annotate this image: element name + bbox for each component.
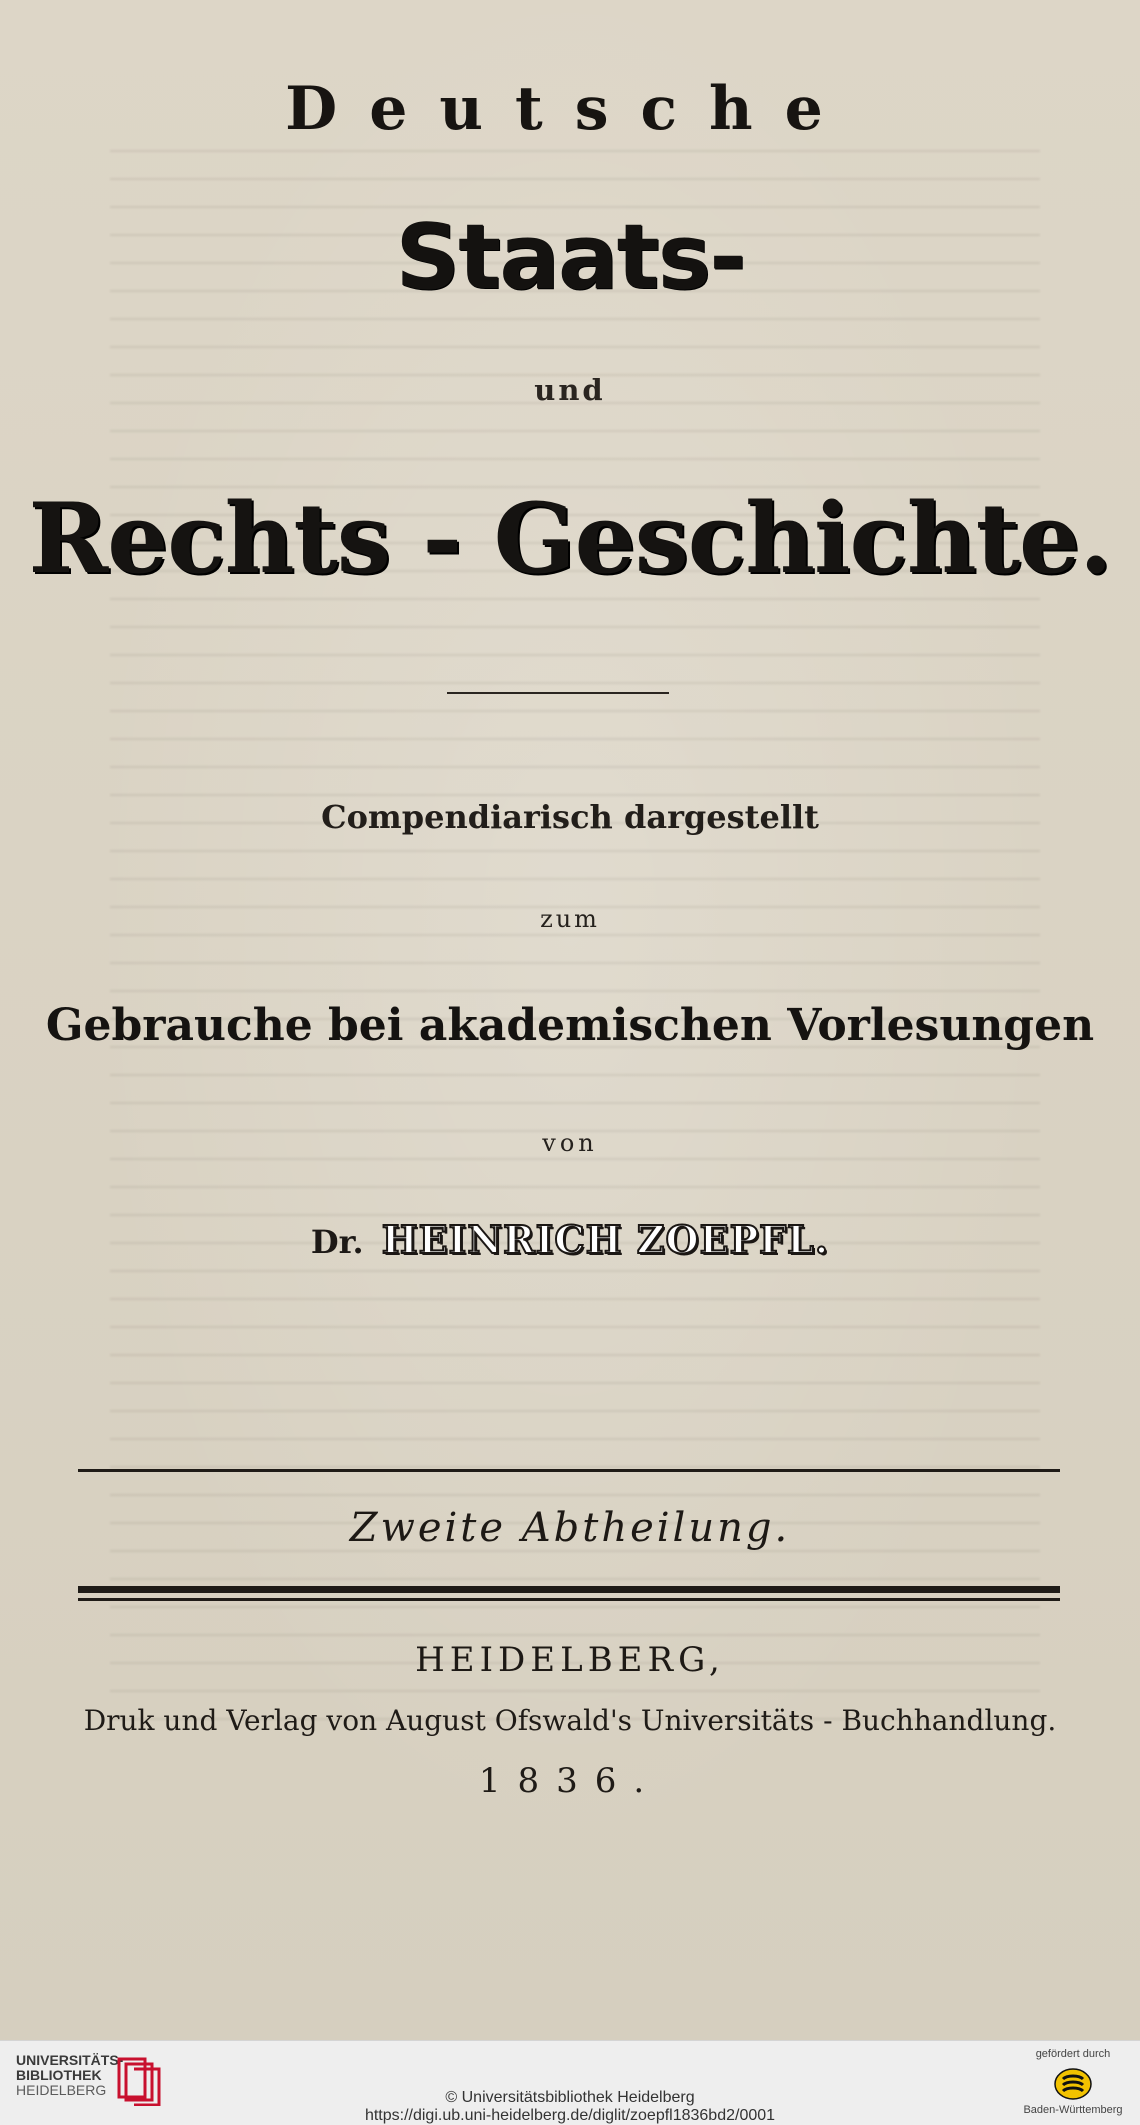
- volume-part: Zweite Abtheilung.: [349, 1505, 791, 1551]
- subtitle-gebrauche: Gebrauche bei akademischen Vorlesungen: [45, 1000, 1095, 1051]
- title-divider: [447, 692, 669, 694]
- title-line-deutsche: Deutsche: [285, 74, 855, 144]
- lower-rule-thick: [78, 1586, 1060, 1593]
- subtitle-von: von: [542, 1129, 598, 1157]
- viewer-footer: [0, 2040, 1140, 2125]
- permalink-url[interactable]: https://digi.ub.uni-heidelberg.de/diglit/zoepfl1836bd2/0001: [364, 2107, 776, 2124]
- title-line-staats: Staats-: [395, 205, 745, 310]
- funder-name: Baden-Württemberg: [1023, 2104, 1123, 2116]
- funded-by-label: gefördert durch: [1035, 2048, 1111, 2060]
- lower-rule-thin: [78, 1598, 1060, 1601]
- copyright-notice: © Universitätsbibliothek Heidelberg: [445, 2089, 695, 2106]
- library-line-3: HEIDELBERG: [16, 2082, 107, 2098]
- subtitle-compendiarisch: Compendiarisch dargestellt: [321, 798, 819, 836]
- library-line-1: UNIVERSITÄTS-: [16, 2052, 124, 2068]
- title-line-und: und: [534, 373, 606, 407]
- publication-city: HEIDELBERG,: [415, 1640, 725, 1680]
- author-line: [0, 1217, 1140, 1262]
- publisher-line: Druk und Verlag von August Ofswald's Universitäts - Buchhandlung.: [83, 1704, 1057, 1737]
- funding-note[interactable]: [1018, 2048, 1128, 2117]
- library-line-2: BIBLIOTHEK: [16, 2067, 102, 2083]
- baden-wuerttemberg-logo-icon: [1053, 2066, 1093, 2102]
- subtitle-zum: zum: [540, 905, 600, 933]
- upper-rule: [78, 1469, 1060, 1472]
- publication-year: 1836.: [478, 1761, 662, 1801]
- author-name: HEINRICH ZOEPFL.: [381, 1217, 830, 1262]
- author-prefix: Dr.: [310, 1223, 364, 1261]
- title-line-rechts-geschichte: Rechts - Geschichte.: [28, 482, 1112, 595]
